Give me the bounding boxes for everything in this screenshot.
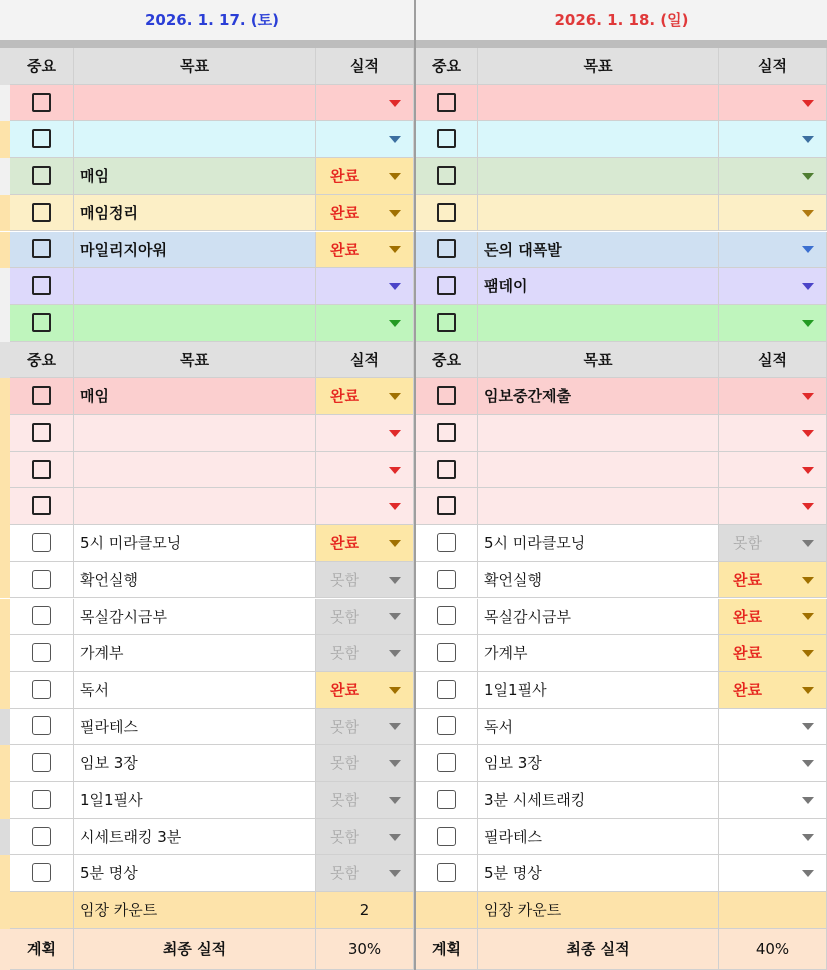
goal-field-right[interactable] [478, 195, 719, 232]
chevron-down-icon[interactable] [802, 540, 814, 547]
result-dropdown-right[interactable] [719, 599, 827, 636]
final-label-left: 최종 실적 [74, 929, 316, 970]
importance-cell-right [416, 415, 478, 452]
importance-cell-right [416, 268, 478, 305]
chevron-down-icon[interactable] [389, 870, 401, 877]
result-dropdown-left[interactable] [316, 488, 414, 525]
row-left-strip [0, 929, 10, 970]
goal-field-right[interactable]: 임보중간제출 [478, 378, 719, 415]
result-dropdown-left[interactable] [316, 745, 414, 782]
result-dropdown-left[interactable] [316, 85, 414, 122]
row-left-strip [0, 782, 10, 819]
importance-cell-right [416, 158, 478, 195]
importance-cell-left [10, 525, 74, 562]
importance-cell-left [10, 232, 74, 269]
result-dropdown-right[interactable] [719, 819, 827, 856]
goal-field-right[interactable]: 1일1필사 [478, 672, 719, 709]
result-value: 완료 [330, 534, 359, 553]
importance-cell-right [416, 782, 478, 819]
row-left-strip [0, 232, 10, 269]
column-header-goal: 목표 [478, 342, 719, 379]
importance-checkbox[interactable] [32, 129, 51, 148]
importance-checkbox[interactable] [437, 533, 456, 552]
row-left-strip [0, 158, 10, 195]
result-dropdown-left[interactable] [316, 121, 414, 158]
goal-field-right[interactable]: 5분 명상 [478, 855, 719, 892]
goal-field-left[interactable] [74, 415, 316, 452]
result-value: 완료 [330, 387, 359, 406]
chevron-down-icon[interactable] [802, 577, 814, 584]
goal-field-right[interactable] [478, 85, 719, 122]
importance-checkbox[interactable] [437, 643, 456, 662]
importance-cell-left [10, 562, 74, 599]
goal-field-left[interactable] [74, 121, 316, 158]
chevron-down-icon[interactable] [389, 797, 401, 804]
importance-checkbox[interactable] [32, 753, 51, 772]
chevron-down-icon[interactable] [389, 467, 401, 474]
row-left-strip [0, 415, 10, 452]
result-value: 못함 [330, 864, 359, 883]
goal-field-right[interactable]: 확언실행 [478, 562, 719, 599]
result-dropdown-left[interactable] [316, 672, 414, 709]
result-value: 완료 [330, 203, 359, 222]
importance-checkbox[interactable] [437, 460, 456, 479]
result-value: 완료 [330, 680, 359, 699]
chevron-down-icon[interactable] [389, 430, 401, 437]
row-left-strip [0, 85, 10, 122]
result-dropdown-right[interactable] [719, 158, 827, 195]
importance-checkbox[interactable] [437, 680, 456, 699]
importance-cell-right [416, 635, 478, 672]
goal-field-left[interactable]: 5분 명상 [74, 855, 316, 892]
importance-checkbox[interactable] [32, 93, 51, 112]
chevron-down-icon[interactable] [389, 393, 401, 400]
chevron-down-icon[interactable] [802, 760, 814, 767]
chevron-down-icon[interactable] [802, 687, 814, 694]
result-dropdown-right[interactable] [719, 525, 827, 562]
goal-field-left[interactable] [74, 85, 316, 122]
importance-checkbox[interactable] [437, 753, 456, 772]
result-dropdown-left[interactable] [316, 525, 414, 562]
importance-cell-right [416, 378, 478, 415]
importance-cell-right [416, 709, 478, 746]
row-left-strip [0, 819, 10, 856]
chevron-down-icon[interactable] [389, 540, 401, 547]
result-dropdown-left[interactable] [316, 268, 414, 305]
importance-checkbox[interactable] [437, 313, 456, 332]
importance-checkbox[interactable] [32, 313, 51, 332]
result-value: 완료 [733, 644, 762, 663]
importance-cell-left [10, 305, 74, 342]
chevron-down-icon[interactable] [389, 834, 401, 841]
result-dropdown-right[interactable] [719, 415, 827, 452]
result-dropdown-left[interactable] [316, 305, 414, 342]
importance-cell-right [416, 599, 478, 636]
chevron-down-icon[interactable] [802, 246, 814, 253]
importance-checkbox[interactable] [437, 386, 456, 405]
importance-cell-right [416, 305, 478, 342]
importance-checkbox[interactable] [437, 423, 456, 442]
importance-cell-left [10, 599, 74, 636]
result-value: 못함 [330, 791, 359, 809]
chevron-down-icon[interactable] [389, 173, 401, 180]
importance-cell-left [10, 672, 74, 709]
importance-checkbox[interactable] [32, 570, 51, 589]
chevron-down-icon[interactable] [389, 283, 401, 290]
result-value: 못함 [330, 717, 359, 736]
importance-checkbox[interactable] [437, 863, 456, 882]
result-dropdown-right[interactable] [719, 562, 827, 599]
row-left-strip [0, 599, 10, 636]
goal-field-right[interactable]: 돈의 대폭발 [478, 232, 719, 269]
result-value: 못함 [330, 827, 359, 846]
importance-cell-right [416, 195, 478, 232]
result-dropdown-right[interactable] [719, 378, 827, 415]
chevron-down-icon[interactable] [802, 834, 814, 841]
importance-cell-left [10, 855, 74, 892]
result-dropdown-right[interactable] [719, 232, 827, 269]
importance-cell-left [10, 268, 74, 305]
importance-checkbox[interactable] [437, 827, 456, 846]
row-left-strip [0, 378, 10, 415]
result-dropdown-right[interactable] [719, 782, 827, 819]
importance-checkbox[interactable] [437, 129, 456, 148]
chevron-down-icon[interactable] [802, 650, 814, 657]
importance-checkbox[interactable] [437, 496, 456, 515]
importance-cell-left [10, 709, 74, 746]
goal-field-left[interactable]: 마일리지아워 [74, 232, 316, 269]
chevron-down-icon[interactable] [802, 467, 814, 474]
result-value: 못함 [330, 570, 359, 589]
final-plan-right: 계획 [416, 929, 478, 970]
chevron-down-icon[interactable] [389, 723, 401, 730]
final-plan-left: 계획 [10, 929, 74, 970]
importance-checkbox[interactable] [437, 203, 456, 222]
chevron-down-icon[interactable] [802, 100, 814, 107]
result-dropdown-right[interactable] [719, 85, 827, 122]
chevron-down-icon[interactable] [802, 136, 814, 143]
goal-field-right[interactable] [478, 488, 719, 525]
result-dropdown-right[interactable] [719, 672, 827, 709]
result-dropdown-left[interactable] [316, 378, 414, 415]
date-header-sunday: 2026. 1. 18. (일) [554, 11, 689, 29]
importance-cell-right [416, 488, 478, 525]
importance-cell-right [416, 121, 478, 158]
row-left-strip [0, 562, 10, 599]
result-dropdown-left[interactable] [316, 195, 414, 232]
chevron-down-icon[interactable] [802, 613, 814, 620]
chevron-down-icon[interactable] [389, 613, 401, 620]
importance-checkbox[interactable] [32, 790, 51, 809]
final-label-right: 최종 실적 [478, 929, 719, 970]
column-header-result: 실적 [316, 342, 414, 379]
goal-field-left[interactable]: 매임 [74, 378, 316, 415]
chevron-down-icon[interactable] [389, 136, 401, 143]
row-left-strip [0, 48, 10, 85]
importance-checkbox[interactable] [32, 827, 51, 846]
importance-cell-left [10, 452, 74, 489]
row-left-strip [0, 305, 10, 342]
importance-checkbox[interactable] [32, 643, 51, 662]
importance-cell-left [10, 782, 74, 819]
result-dropdown-left[interactable] [316, 635, 414, 672]
importance-cell-right [416, 85, 478, 122]
row-left-strip [0, 672, 10, 709]
chevron-down-icon[interactable] [389, 100, 401, 107]
row-left-strip [0, 488, 10, 525]
row-left-strip [0, 892, 10, 929]
goal-field-right[interactable] [478, 158, 719, 195]
goal-field-right[interactable]: 5시 미라클모닝 [478, 525, 719, 562]
result-dropdown-right[interactable] [719, 268, 827, 305]
summary-empty-left [10, 892, 74, 929]
result-value: 완료 [733, 570, 762, 589]
importance-checkbox[interactable] [437, 276, 456, 295]
row-left-strip [0, 268, 10, 305]
importance-checkbox[interactable] [437, 239, 456, 258]
importance-cell-right [416, 525, 478, 562]
column-header-goal: 목표 [74, 48, 316, 85]
goal-field-left[interactable] [74, 268, 316, 305]
final-value-right: 40% [719, 929, 827, 970]
column-header-importance: 중요 [10, 342, 74, 379]
goal-field-right[interactable] [478, 121, 719, 158]
chevron-down-icon[interactable] [389, 577, 401, 584]
result-dropdown-left[interactable] [316, 819, 414, 856]
importance-checkbox[interactable] [32, 460, 51, 479]
importance-checkbox[interactable] [32, 423, 51, 442]
chevron-down-icon[interactable] [802, 723, 814, 730]
importance-checkbox[interactable] [437, 166, 456, 185]
importance-checkbox[interactable] [32, 386, 51, 405]
importance-cell-right [416, 452, 478, 489]
result-dropdown-right[interactable] [719, 709, 827, 746]
importance-checkbox[interactable] [437, 93, 456, 112]
row-left-strip [0, 745, 10, 782]
goal-field-right[interactable]: 가계부 [478, 635, 719, 672]
row-left-strip [0, 855, 10, 892]
row-left-strip [0, 635, 10, 672]
column-header-goal: 목표 [74, 342, 316, 379]
importance-cell-left [10, 819, 74, 856]
result-dropdown-right[interactable] [719, 488, 827, 525]
goal-field-right[interactable]: 임보 3장 [478, 745, 719, 782]
row-left-strip [0, 525, 10, 562]
result-value: 완료 [330, 167, 359, 186]
goal-field-left[interactable] [74, 452, 316, 489]
chevron-down-icon[interactable] [802, 430, 814, 437]
column-header-result: 실적 [719, 48, 827, 85]
goal-field-left[interactable]: 확언실행 [74, 562, 316, 599]
result-dropdown-right[interactable] [719, 745, 827, 782]
result-dropdown-left[interactable] [316, 709, 414, 746]
chevron-down-icon[interactable] [389, 760, 401, 767]
chevron-down-icon[interactable] [389, 650, 401, 657]
summary-empty-right [416, 892, 478, 929]
column-header-result: 실적 [316, 48, 414, 85]
chevron-down-icon[interactable] [389, 687, 401, 694]
result-value: 못함 [330, 644, 359, 663]
goal-field-left[interactable]: 임보 3장 [74, 745, 316, 782]
importance-cell-right [416, 672, 478, 709]
importance-cell-right [416, 855, 478, 892]
result-dropdown-right[interactable] [719, 855, 827, 892]
importance-cell-right [416, 745, 478, 782]
result-dropdown-left[interactable] [316, 415, 414, 452]
goal-field-left[interactable]: 시세트래킹 3분 [74, 819, 316, 856]
importance-cell-left [10, 195, 74, 232]
row-left-strip [0, 452, 10, 489]
goal-field-left[interactable]: 가계부 [74, 635, 316, 672]
column-header-importance: 중요 [416, 342, 478, 379]
importance-cell-left [10, 121, 74, 158]
importance-checkbox[interactable] [32, 606, 51, 625]
importance-checkbox[interactable] [32, 203, 51, 222]
importance-checkbox[interactable] [32, 863, 51, 882]
column-header-importance: 중요 [10, 48, 74, 85]
chevron-down-icon[interactable] [802, 870, 814, 877]
importance-checkbox[interactable] [32, 239, 51, 258]
result-dropdown-right[interactable] [719, 121, 827, 158]
summary-label-right: 임장 카운트 [478, 892, 719, 929]
chevron-down-icon[interactable] [802, 503, 814, 510]
row-left-strip [0, 709, 10, 746]
column-header-importance: 중요 [416, 48, 478, 85]
chevron-down-icon[interactable] [802, 797, 814, 804]
result-dropdown-left[interactable] [316, 599, 414, 636]
importance-cell-left [10, 635, 74, 672]
summary-value-right [719, 892, 827, 929]
goal-field-left[interactable] [74, 305, 316, 342]
goal-field-right[interactable] [478, 415, 719, 452]
importance-cell-right [416, 562, 478, 599]
result-dropdown-left[interactable] [316, 562, 414, 599]
goal-field-left[interactable]: 매임 [74, 158, 316, 195]
goal-field-right[interactable]: 목실감시금부 [478, 599, 719, 636]
goal-field-left[interactable]: 5시 미라클모닝 [74, 525, 316, 562]
goal-field-right[interactable]: 팸데이 [478, 268, 719, 305]
result-value: 완료 [330, 240, 359, 259]
goal-field-right[interactable] [478, 305, 719, 342]
importance-cell-left [10, 378, 74, 415]
goal-field-left[interactable]: 1일1필사 [74, 782, 316, 819]
result-value: 못함 [330, 754, 359, 773]
goal-field-left[interactable]: 매임정리 [74, 195, 316, 232]
chevron-down-icon[interactable] [389, 210, 401, 217]
goal-field-right[interactable]: 독서 [478, 709, 719, 746]
importance-checkbox[interactable] [437, 570, 456, 589]
importance-checkbox[interactable] [32, 716, 51, 735]
importance-checkbox[interactable] [437, 790, 456, 809]
result-dropdown-right[interactable] [719, 635, 827, 672]
column-header-result: 실적 [719, 342, 827, 379]
day-separator [414, 0, 416, 970]
result-value: 완료 [733, 680, 762, 699]
goal-field-left[interactable]: 목실감시금부 [74, 599, 316, 636]
result-dropdown-left[interactable] [316, 782, 414, 819]
row-left-strip [0, 195, 10, 232]
result-dropdown-left[interactable] [316, 452, 414, 489]
goal-field-left[interactable]: 독서 [74, 672, 316, 709]
result-dropdown-left[interactable] [316, 855, 414, 892]
chevron-down-icon[interactable] [802, 173, 814, 180]
goal-field-right[interactable] [478, 452, 719, 489]
chevron-down-icon[interactable] [802, 320, 814, 327]
result-dropdown-right[interactable] [719, 452, 827, 489]
row-left-strip [0, 121, 10, 158]
importance-cell-left [10, 85, 74, 122]
summary-value-left: 2 [316, 892, 414, 929]
result-value: 못함 [330, 607, 359, 626]
importance-checkbox[interactable] [32, 166, 51, 185]
importance-cell-left [10, 158, 74, 195]
result-value: 완료 [733, 607, 762, 626]
result-dropdown-right[interactable] [719, 195, 827, 232]
importance-checkbox[interactable] [437, 716, 456, 735]
goal-field-right[interactable]: 필라테스 [478, 819, 719, 856]
chevron-down-icon[interactable] [389, 503, 401, 510]
importance-checkbox[interactable] [32, 680, 51, 699]
goal-field-right[interactable]: 3분 시세트래킹 [478, 782, 719, 819]
row-left-strip [0, 342, 10, 379]
importance-cell-left [10, 415, 74, 452]
importance-checkbox[interactable] [437, 606, 456, 625]
importance-checkbox[interactable] [32, 533, 51, 552]
chevron-down-icon[interactable] [389, 246, 401, 253]
result-dropdown-right[interactable] [719, 305, 827, 342]
importance-cell-left [10, 745, 74, 782]
chevron-down-icon[interactable] [802, 393, 814, 400]
result-value: 못함 [733, 534, 762, 553]
final-value-left: 30% [316, 929, 414, 970]
date-header-saturday: 2026. 1. 17. (토) [144, 11, 280, 29]
importance-cell-left [10, 488, 74, 525]
column-header-goal: 목표 [478, 48, 719, 85]
importance-checkbox[interactable] [32, 276, 51, 295]
importance-cell-right [416, 819, 478, 856]
chevron-down-icon[interactable] [802, 283, 814, 290]
summary-label-left: 임장 카운트 [74, 892, 316, 929]
result-dropdown-left[interactable] [316, 232, 414, 269]
importance-checkbox[interactable] [32, 496, 51, 515]
goal-field-left[interactable] [74, 488, 316, 525]
result-dropdown-left[interactable] [316, 158, 414, 195]
goal-field-left[interactable]: 필라테스 [74, 709, 316, 746]
importance-cell-right [416, 232, 478, 269]
chevron-down-icon[interactable] [802, 210, 814, 217]
chevron-down-icon[interactable] [389, 320, 401, 327]
